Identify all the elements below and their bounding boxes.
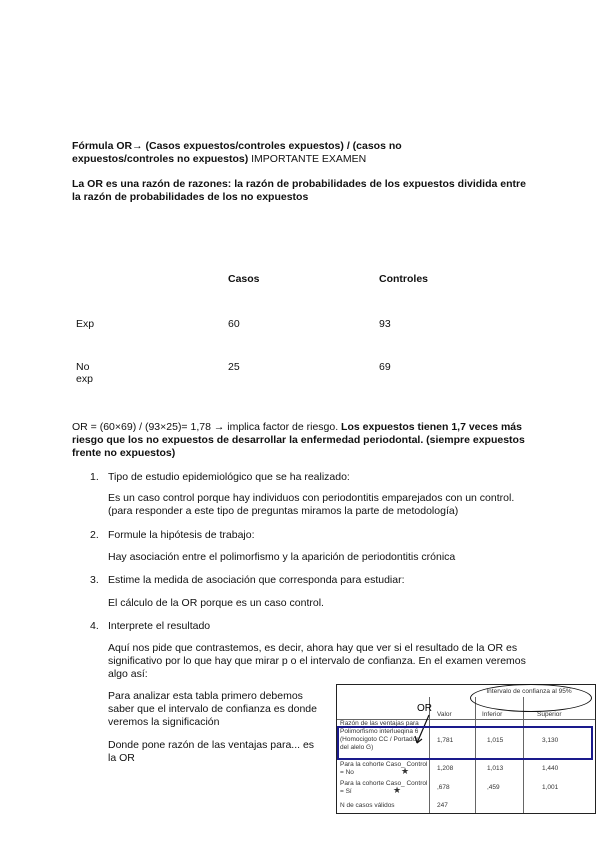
fig-row1-valor: 1,781 <box>437 737 454 744</box>
fig-row3-inferior: ,459 <box>487 784 500 791</box>
fig-row3-superior: 1,001 <box>542 784 559 791</box>
definition-text: La OR es una razón de razones: la razón de probabilidades de los expuestos dividida entre la razón de probabilidades de los no expuestos <box>72 178 526 203</box>
fig-row3-valor: ,678 <box>437 784 450 791</box>
row-exp-label: Exp <box>76 318 95 330</box>
fig-row1-superior: 3,130 <box>542 737 559 744</box>
ci-header: Intervalo de confianza al 95% <box>486 688 572 695</box>
row-noexp-controles: 69 <box>379 361 391 373</box>
formula-label: Fórmula OR→ (Casos expuestos/controles expuestos) / (casos no expuestos/controles no expuestos) <box>72 140 402 165</box>
fig-row1-inferior: 1,015 <box>487 737 504 744</box>
q2-text: Formule la hipótesis de trabajo: <box>108 529 255 541</box>
fig-row1-label: Razón de las ventajas para Polimorfismo interlueqina 6 (Homocigoto CC / Portador del alelo G) <box>340 720 419 751</box>
q1-number: 1. <box>90 471 99 483</box>
fig-row2-inferior: 1,013 <box>487 765 504 772</box>
q1-answer: Es un caso control porque hay individuos con periodontitis emparejados con un control. (para responder a este tipo de preguntas miramos la parte de metodología) <box>108 492 515 517</box>
fig-row3-label: Para la cohorte Caso_ Control = Sí <box>340 780 428 795</box>
fig-row2-superior: 1,440 <box>542 765 559 772</box>
q4-answer: Aquí nos pide que contrastemos, es decir, ahora hay que ver si el resultado de la OR es significativo por lo que hay que mirar p o el intervalo de confianza. En el examen veremos algo así: <box>108 642 526 680</box>
fig-row2-label: Para la cohorte Caso_ Control = No <box>340 761 428 776</box>
calculation-paragraph <box>72 421 532 460</box>
formula-note: IMPORTANTE EXAMEN <box>248 153 367 165</box>
row-noexp-label: No exp <box>76 361 93 385</box>
q3-text: Estime la medida de asociación que corresponda para estudiar: <box>108 574 405 586</box>
header-casos: Casos <box>228 273 260 285</box>
formula-paragraph <box>72 140 472 166</box>
q1-text: Tipo de estudio epidemiológico que se ha realizado: <box>108 471 350 483</box>
row-exp-controles: 93 <box>379 318 391 330</box>
col-inferior: Inferior <box>482 711 503 718</box>
fig-row4-valor: 247 <box>437 802 448 809</box>
q4-number: 4. <box>90 620 99 632</box>
row-noexp-casos: 25 <box>228 361 240 373</box>
q2-answer: Hay asociación entre el polimorfismo y la aparición de periodontitis crónica <box>108 551 456 563</box>
or-handwritten-mark: OR <box>417 703 432 714</box>
q3-number: 3. <box>90 574 99 586</box>
star-icon: ★ <box>393 785 402 795</box>
row-exp-casos: 60 <box>228 318 240 330</box>
side-note-2: Donde pone razón de las ventajas para... es la OR <box>108 739 315 764</box>
side-note-1: Para analizar esta tabla primero debemos saber que el intervalo de confianza es donde veremos la significación <box>108 690 317 728</box>
q2-number: 2. <box>90 529 99 541</box>
fig-row2-valor: 1,208 <box>437 765 454 772</box>
col-valor: Valor <box>437 711 452 718</box>
calc-conclusion: Los expuestos tienen 1,7 veces más riesgo que los no expuestos de desarrollar la enfermedad periodontal. (siempre expuestos frente no expuestos) <box>72 421 525 459</box>
header-controles: Controles <box>379 273 429 285</box>
fig-row4-label: N de casos válidos <box>340 802 395 809</box>
star-icon: ★ <box>401 766 410 776</box>
ci-highlight-oval <box>470 684 592 712</box>
q3-answer: El cálculo de la OR porque es un caso control. <box>108 597 324 609</box>
col-superior: Superior <box>537 711 562 718</box>
definition-paragraph <box>72 178 532 204</box>
or-row-highlight-box <box>337 726 593 760</box>
q4-text: Interprete el resultado <box>108 620 211 632</box>
calc-plain: OR = (60×69) / (93×25)= 1,78 → implica factor de riesgo. <box>72 421 339 433</box>
